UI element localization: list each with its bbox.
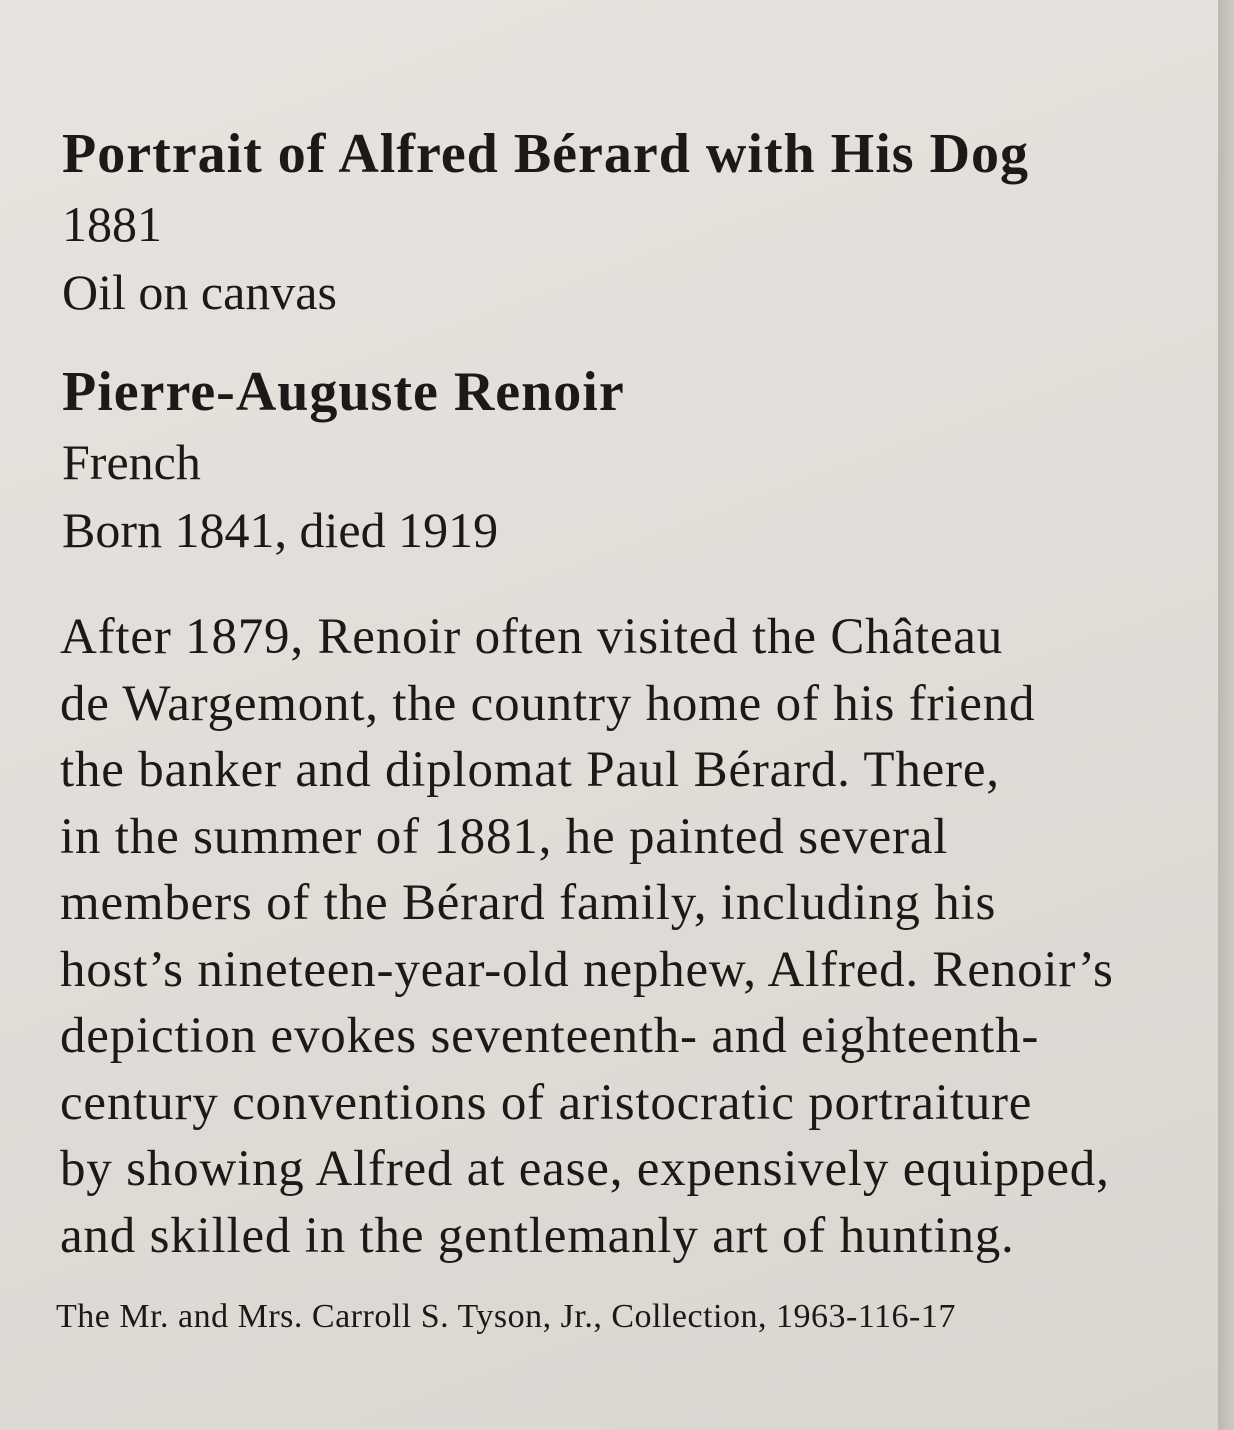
description-line: in the summer of 1881, he painted several — [60, 808, 949, 865]
artist-nationality: French — [62, 434, 201, 490]
artwork-medium: Oil on canvas — [62, 264, 337, 320]
description-line: by showing Alfred at ease, expensively equipped, — [60, 1141, 1110, 1197]
credit-line: The Mr. and Mrs. Carroll S. Tyson, Jr., Collection, 1963-116-17 — [56, 1298, 956, 1335]
description-line: and skilled in the gentlemanly art of hunting. — [60, 1207, 1015, 1264]
description-line: the banker and diplomat Paul Bérard. There, — [60, 742, 1000, 798]
label-text-block — [56, 118, 1162, 1339]
description-line: de Wargemont, the country home of his friend — [60, 675, 1036, 732]
artist-lifespan: Born 1841, died 1919 — [62, 502, 499, 558]
description-line: members of the Bérard family, including his — [60, 875, 997, 931]
artwork-description — [60, 604, 1162, 1269]
description-line: After 1879, Renoir often visited the Château — [60, 609, 1004, 665]
artist-name: Pierre-Auguste Renoir — [62, 361, 625, 423]
artwork-date: 1881 — [62, 196, 162, 252]
description-line: century conventions of aristocratic portraiture — [60, 1074, 1033, 1131]
description-line: depiction evokes seventeenth- and eighteenth- — [60, 1008, 1040, 1064]
description-line: host’s nineteen-year-old nephew, Alfred. Renoir’s — [60, 941, 1114, 998]
label-card-edge — [1218, 0, 1234, 1430]
artwork-title: Portrait of Alfred Bérard with His Dog — [62, 123, 1030, 185]
